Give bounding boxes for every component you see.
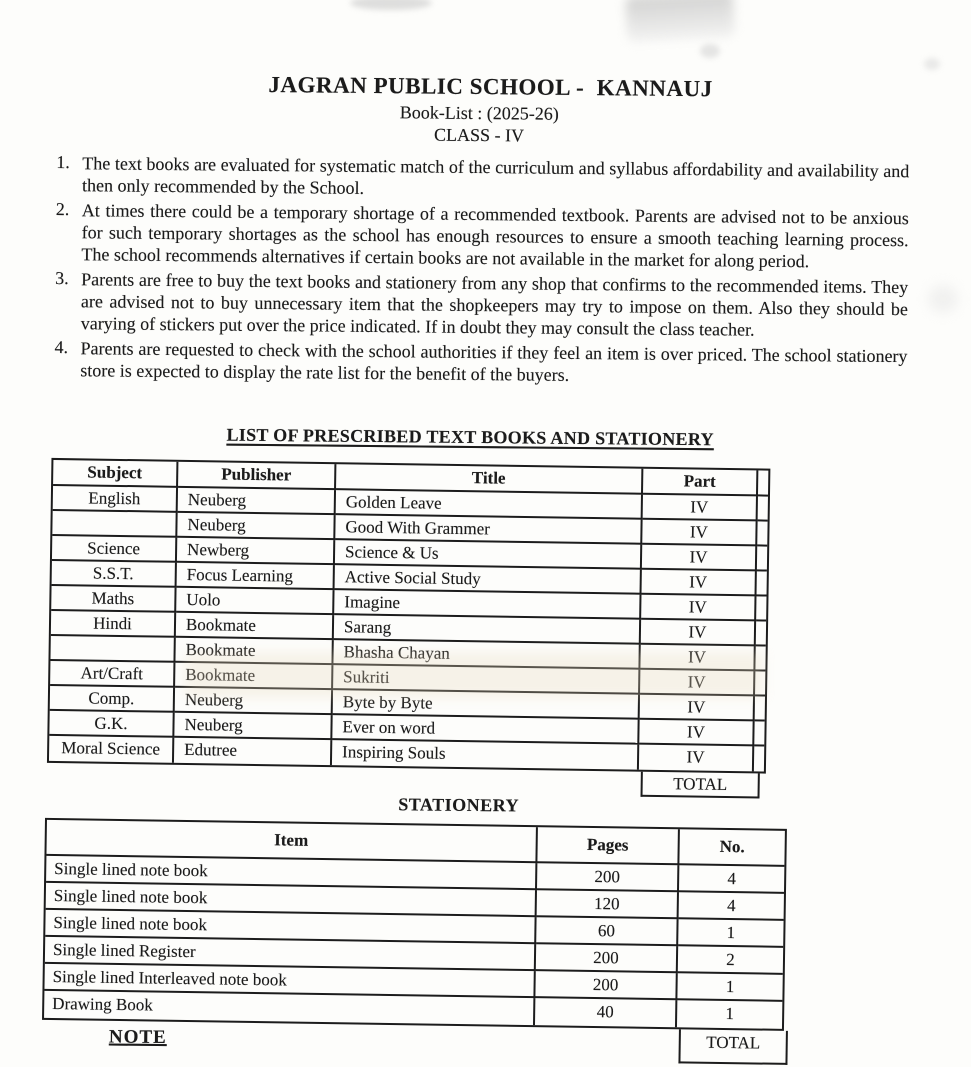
col-header-subject: Subject (53, 460, 178, 488)
stationery-no: 4 (679, 892, 784, 921)
cutoff-column (757, 521, 767, 546)
stationery-item: Single lined Interleaved note book (44, 964, 535, 998)
stationery-no: 2 (678, 946, 783, 975)
school-title: JAGRAN PUBLIC SCHOOL - KANNAUJ (268, 72, 713, 102)
book-part: IV (639, 720, 754, 747)
instruction-number: 4. (54, 336, 69, 358)
book-subject: Moral Science (49, 736, 174, 763)
book-subject (50, 636, 175, 663)
stationery-section-heading-text: STATIONERY (398, 794, 520, 816)
books-total-cell: TOTAL (641, 772, 760, 799)
booklist-subtitle: Book-List : (2025-26) (399, 102, 559, 124)
instruction-number: 3. (55, 267, 69, 289)
book-title: Byte by Byte (333, 690, 640, 720)
cutoff-column (758, 470, 768, 496)
stationery-pages: 200 (537, 863, 679, 892)
stationery-item: Single lined note book (46, 883, 537, 917)
book-part: IV (640, 670, 755, 697)
books-section-heading-text: LIST OF PRESCRIBED TEXT BOOKS AND STATIONERY (226, 424, 714, 450)
book-publisher: Focus Learning (177, 563, 335, 590)
book-title: Bhasha Chayan (333, 640, 640, 670)
cutoff-column (757, 546, 767, 571)
book-publisher: Newberg (177, 538, 335, 565)
note-label-clipped: NOTE (108, 1026, 167, 1049)
cutoff-column (756, 621, 766, 646)
stationery-item: Single lined note book (46, 856, 537, 890)
stationery-table (42, 818, 787, 1031)
instruction-item (55, 199, 909, 273)
book-part: IV (639, 745, 754, 772)
book-subject: Maths (51, 586, 176, 613)
books-table (47, 458, 770, 774)
book-part: IV (642, 570, 757, 597)
book-title: Sarang (334, 615, 641, 645)
cutoff-column (755, 646, 765, 671)
cutoff-column (756, 571, 766, 596)
book-subject: S.S.T. (52, 561, 177, 588)
book-title: Science & Us (335, 540, 642, 570)
books-table-area (46, 458, 791, 814)
cutoff-column (758, 496, 768, 521)
book-title: Inspiring Souls (332, 740, 639, 770)
book-title: Good With Grammer (335, 515, 642, 545)
col-header-item: Item (46, 820, 537, 863)
instruction-text: The text books are evaluated for systematic match of the curriculum and syllabus affordability and availability and then only recommended by the School. (81, 153, 910, 198)
instruction-text: Parents are free to buy the text books and stationery from any shop that confirms to the recommended items. They are advised not to buy unnecessary item that the shopkeepers may try to impose on them. Also they should be varying of stickers put over the price indicated. If in doubt they may consult the class teacher. (80, 269, 909, 340)
stationery-pages: 200 (535, 971, 677, 1000)
book-subject: English (53, 486, 178, 513)
col-header-title: Title (336, 464, 643, 495)
instruction-item (56, 152, 909, 204)
document-header (0, 69, 959, 150)
stationery-no: 1 (725, 1004, 735, 1024)
book-part: IV (640, 645, 755, 672)
book-title: Ever on word (332, 715, 639, 745)
book-subject (52, 511, 177, 538)
stationery-item: Single lined Register (45, 937, 536, 971)
instruction-text: Parents are requested to check with the school authorities if they feel an item is over priced. The school stationery store is expected to display the rate list for the benefit of the buyers. (80, 338, 908, 385)
book-part: IV (643, 495, 758, 522)
book-publisher: Uolo (176, 588, 334, 615)
stationery-item: Single lined note book (45, 910, 536, 944)
stationery-pages: 120 (537, 890, 679, 919)
instruction-item (54, 337, 907, 389)
col-header-part: Part (643, 469, 758, 497)
stationery-no: 4 (679, 865, 784, 894)
book-subject: G.K. (49, 711, 174, 738)
book-publisher: Neuberg (175, 688, 333, 715)
col-header-pages: Pages (537, 827, 680, 865)
stationery-total-cell-clipped: TOTAL (678, 1029, 787, 1065)
stationery-section-heading (0, 790, 952, 820)
cutoff-column (755, 696, 765, 721)
instruction-number: 1. (56, 151, 70, 173)
stationery-no: 1 (677, 973, 782, 1002)
col-header-publisher: Publisher (178, 462, 336, 490)
book-part: IV (642, 545, 757, 572)
book-publisher: Neuberg (177, 513, 335, 540)
stationery-no: 1 (678, 919, 783, 948)
instruction-number: 2. (55, 198, 70, 220)
book-publisher: Neuberg (178, 488, 336, 515)
stationery-pages: 200 (536, 944, 678, 973)
class-subtitle: CLASS - IV (433, 124, 525, 146)
book-publisher: Bookmate (175, 663, 333, 690)
book-publisher: Bookmate (175, 638, 333, 665)
stationery-item: Drawing Book (44, 991, 535, 1025)
book-title: Golden Leave (336, 490, 643, 520)
book-publisher: Bookmate (176, 613, 334, 640)
cutoff-column (754, 721, 764, 746)
stationery-table-area (42, 818, 825, 1060)
book-publisher: Edutree (174, 738, 332, 765)
book-title: Imagine (334, 590, 641, 620)
cutoff-column (756, 596, 766, 621)
book-subject: Comp. (50, 686, 175, 713)
book-subject: Science (52, 536, 177, 563)
book-part: IV (641, 595, 756, 622)
book-part: IV (640, 695, 755, 722)
stationery-pages: 40 (535, 998, 677, 1027)
book-publisher: Neuberg (174, 713, 332, 740)
instructions-list (54, 152, 909, 392)
stationery-pages: 60 (536, 917, 678, 946)
book-subject: Art/Craft (50, 661, 175, 688)
instruction-text: At times there could be a temporary shortage of a recommended textbook. Parents are advised not to be anxious for such temporary shortages as the school has enough resources to ensure a smooth teaching learning process. The school recommends alternatives if certain books are not available in the market for along period. (81, 200, 909, 272)
col-header-no: No. (679, 829, 785, 867)
book-subject: Hindi (51, 611, 176, 638)
book-title: Active Social Study (335, 565, 642, 595)
cutoff-column (754, 746, 764, 771)
books-section-heading (0, 422, 956, 452)
book-part: IV (641, 620, 756, 647)
book-part: IV (642, 520, 757, 547)
instruction-item (55, 268, 909, 342)
cutoff-column (755, 671, 765, 696)
book-title: Sukriti (333, 665, 640, 695)
